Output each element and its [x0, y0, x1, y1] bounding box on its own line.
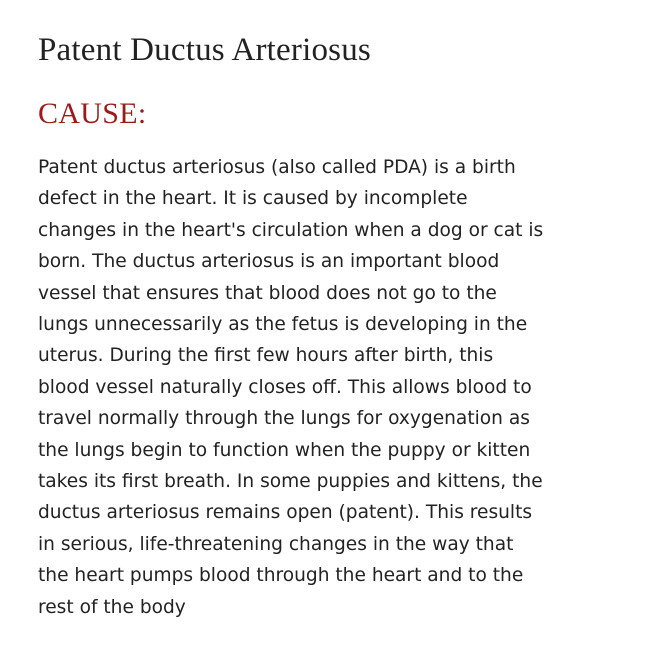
body-line: blood vessel naturally closes off. This allows blood to — [38, 376, 532, 398]
body-line: changes in the heart's circulation when a dog or cat is — [38, 219, 544, 241]
body-line: rest of the body — [38, 596, 186, 618]
body-paragraph — [38, 152, 628, 623]
body-line: travel normally through the lungs for oxygenation as — [38, 408, 530, 430]
body-line: defect in the heart. It is caused by incomplete — [38, 188, 468, 210]
body-line: born. The ductus arteriosus is an important blood — [38, 251, 500, 273]
body-line: vessel that ensures that blood does not go to the — [38, 282, 497, 304]
body-line: in serious, life-threatening changes in the way that — [38, 533, 514, 555]
body-line: the heart pumps blood through the heart and to the — [38, 565, 524, 587]
body-line: uterus. During the first few hours after birth, this — [38, 345, 494, 367]
body-line: ductus arteriosus remains open (patent). This results — [38, 502, 533, 524]
body-line: the lungs begin to function when the puppy or kitten — [38, 439, 531, 461]
body-line: lungs unnecessarily as the fetus is developing in the — [38, 314, 528, 336]
section-heading-cause: CAUSE: — [38, 97, 147, 130]
body-line: takes its first breath. In some puppies and kittens, the — [38, 471, 543, 493]
article — [38, 28, 628, 618]
body-line: Patent ductus arteriosus (also called PDA) is a birth — [38, 157, 516, 178]
page-title: Patent Ductus Arteriosus — [38, 32, 371, 68]
